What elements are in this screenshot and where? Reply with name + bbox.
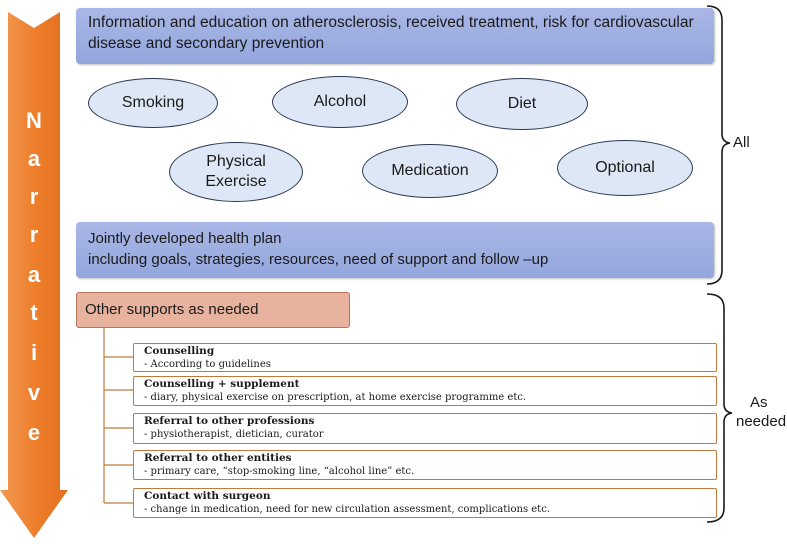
topic-physical-exercise: Physical Exercise (169, 142, 303, 202)
arrow-letter-v: v (27, 380, 41, 405)
support-title: Counselling + supplement (144, 378, 300, 390)
arrow-letter-t: t (30, 300, 38, 325)
support-desc: - change in medication, need for new circulation assessment, complications etc. (144, 504, 550, 515)
arrow-letter-n: N (26, 108, 42, 133)
other-supports-box: Other supports as needed (76, 292, 350, 328)
support-connectors (104, 328, 133, 503)
label-needed: needed (736, 413, 787, 430)
support-contact-surgeon (133, 488, 717, 518)
support-title: Referral to other professions (144, 415, 315, 427)
topic-diet: Diet (456, 78, 588, 130)
arrow-letter-a: a (27, 262, 41, 287)
information-education-box: Information and education on atherosclerosis, received treatment, risk for cardiovascular disease and secondary prevention (76, 8, 714, 64)
topic-smoking: Smoking (88, 78, 218, 128)
support-desc: - diary, physical exercise on prescription, at home exercise programme etc. (144, 392, 527, 403)
topic-medication: Medication (362, 144, 498, 198)
health-plan-line2: including goals, strategies, resources, need of support and follow –up (88, 251, 549, 268)
health-plan-box (76, 222, 714, 278)
label-as: As (750, 394, 768, 411)
arrow-letter-r: r (29, 184, 39, 209)
arrow-letter-e: e (27, 420, 41, 445)
support-referral-professions (133, 413, 717, 444)
support-desc: - physiotherapist, dietician, curator (144, 429, 324, 440)
support-title: Referral to other entities (144, 452, 292, 464)
support-desc: - primary care, “stop-smoking line, “alcohol line” etc. (144, 466, 415, 477)
arrow-letter-i: i (30, 340, 38, 365)
topic-optional: Optional (557, 140, 693, 196)
arrow-letter-a: a (27, 146, 41, 171)
support-desc: - According to guidelines (144, 359, 271, 370)
support-counselling (133, 343, 717, 372)
arrow-letter-r: r (29, 222, 39, 247)
support-title: Counselling (144, 345, 215, 357)
support-counselling-supplement (133, 376, 717, 406)
health-plan-line1: Jointly developed health plan (88, 230, 282, 247)
support-referral-entities (133, 450, 717, 480)
topic-alcohol: Alcohol (272, 76, 408, 128)
support-title: Contact with surgeon (144, 490, 271, 502)
label-all: All (733, 134, 750, 151)
